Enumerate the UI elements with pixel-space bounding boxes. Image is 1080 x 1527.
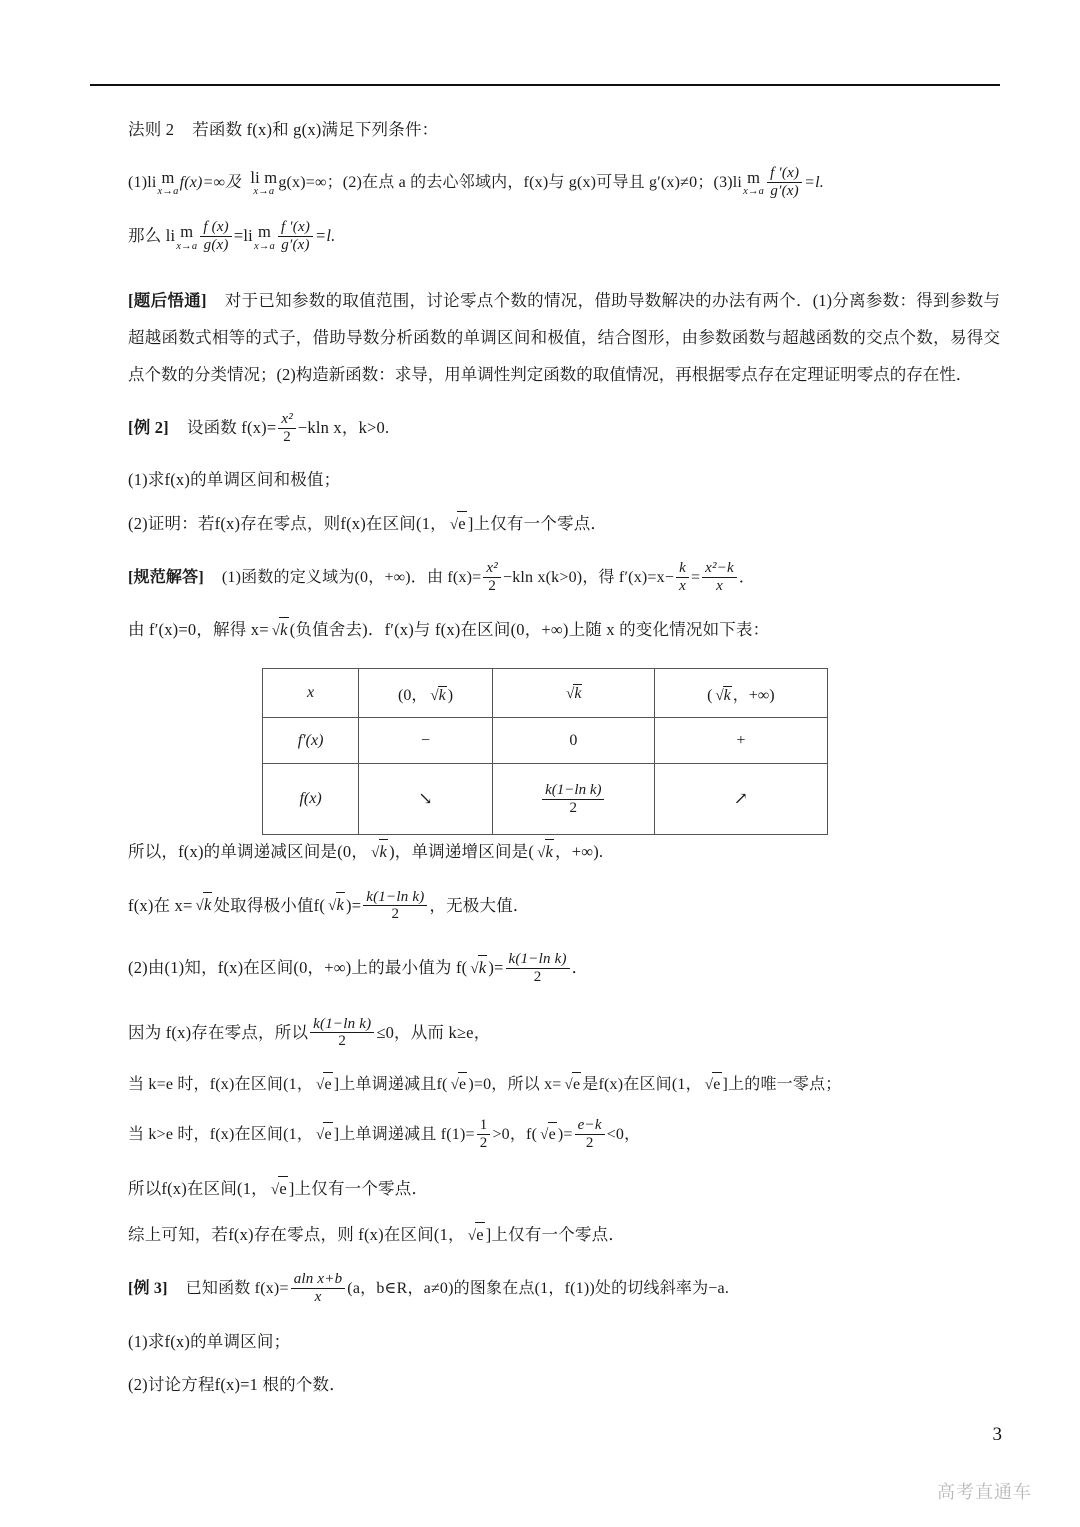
radical-body: k (723, 686, 731, 704)
frac-numerator: k(1−ln k) (542, 782, 604, 800)
cell-text: f′(x) (297, 731, 324, 749)
sqrt-k (270, 617, 289, 643)
radical-sign: √ (450, 1077, 460, 1094)
table-cell-x-label (263, 669, 359, 718)
example2-tag: [例 2] (128, 418, 169, 438)
radical-sign: √ (564, 1077, 573, 1094)
rule2-heading-text: 若函数 f(x)和 g(x)满足下列条件： (192, 120, 439, 139)
solution-l2b: (负值舍去)．f′(x)与 f(x)在区间(0，+∞)上随 x 的变化情况如下表： (289, 620, 770, 639)
solution-l7b: ]上单调递减且f( (333, 1076, 448, 1094)
lim-operator-5 (254, 224, 275, 252)
sqrt-e-1 (314, 1072, 333, 1097)
sqrt-e-8 (466, 1222, 485, 1248)
radical-body: k (478, 955, 488, 981)
sqrt-e-2 (449, 1072, 468, 1097)
lim-operator-3 (743, 167, 765, 198)
frac-denominator: g′(x) (770, 182, 799, 199)
sqrt-k-4 (194, 892, 213, 918)
sqrt-e-7 (269, 1176, 288, 1202)
frac-denominator: 2 (585, 1135, 594, 1152)
frac-denominator: 2 (391, 906, 400, 923)
example3-stem-post: (a，b∈R，a≠0)的图象在点(1，f(1))处的切线斜率为−a. (347, 1280, 730, 1298)
frac-denominator: 2 (488, 578, 497, 595)
watermark: 高考直通车 (937, 1482, 1032, 1502)
solution-l3a: 所以，f(x)的单调递减区间是(0， (128, 841, 369, 861)
solution-l1b: −kln x(k>0)，得 f′(x)=x− (502, 569, 675, 587)
solution-l9b: ]上仅有一个零点． (288, 1178, 429, 1198)
solution-l8a: 当 k>e 时，f(x)在区间(1， (128, 1126, 314, 1144)
frac-k-x (676, 560, 689, 595)
cond-prefix: (1)li (128, 173, 157, 191)
radical-body: k (574, 684, 582, 702)
table-cell-fprime-3 (654, 718, 827, 764)
cond-tail: =l. (804, 173, 824, 191)
example3-q2 (128, 1373, 1000, 1398)
example3-stem-pre: 已知函数 f(x)= (185, 1280, 289, 1298)
radical-body: e (323, 1122, 332, 1147)
solution-l7a: 当 k=e 时，f(x)在区间(1， (128, 1076, 314, 1094)
cell-text: (0， (398, 686, 428, 704)
frac-fp-gp-2 (278, 219, 313, 254)
radical-body: k (379, 839, 389, 865)
solution-line-2 (128, 617, 1000, 643)
lim-subscript-5: x→a (253, 240, 275, 252)
lim-operator-1 (157, 167, 179, 198)
insight-tag: [题后悟通] (128, 290, 207, 310)
radical-body: e (475, 1222, 485, 1248)
radical-sign: √ (467, 1227, 477, 1244)
radical-sign: √ (537, 844, 546, 861)
solution-l8d: )= (557, 1126, 573, 1144)
solution-l1c: = (690, 569, 701, 587)
solution-l2a: 由 f′(x)=0，解得 x= (128, 620, 269, 639)
solution-l3b: )，单调递增区间是( (389, 841, 535, 861)
radical-sign: √ (271, 623, 281, 639)
solution-l7c: )=0，所以 x= (468, 1076, 562, 1094)
rule2-conditions (128, 165, 1000, 200)
solution-l6b: ≤0，从而 k≥e， (376, 1022, 491, 1042)
solution-line-4 (128, 889, 1000, 924)
solution-line-7 (128, 1072, 1000, 1097)
lim-operator-4 (176, 224, 197, 252)
table-cell-fprime-2 (492, 718, 654, 764)
radical-sign: √ (449, 516, 459, 533)
lim-op-text-3: m (747, 167, 761, 187)
table-cell-fprime-1 (359, 718, 493, 764)
rule2-heading-label: 法则 2 (128, 120, 175, 139)
solution-l5a: (2)由(1)知，f(x)在区间(0，+∞)上的最小值为 f( (128, 957, 468, 977)
frac-numerator: f (x) (200, 219, 232, 237)
solution-l4c: )= (346, 895, 362, 915)
solution-l4d: ，无极大值． (429, 895, 530, 915)
frac-numerator: x² (278, 411, 296, 429)
radical-sign: √ (328, 898, 337, 915)
frac-numerator: x²−k (702, 560, 737, 578)
solution-tag: [规范解答] (128, 569, 204, 587)
radical-body: e (572, 1072, 581, 1097)
lim-operator-2 (250, 167, 278, 198)
sqrt-e-6 (538, 1122, 557, 1147)
radical-body: k (438, 686, 446, 704)
frac-numerator: f ′(x) (278, 219, 313, 237)
solution-l4b: 处取得极小值f( (213, 895, 326, 915)
table-cell-f-2 (492, 764, 654, 835)
frac-k1lnk-3 (506, 951, 570, 986)
solution-line-10 (128, 1222, 1000, 1248)
radical-body: k (545, 839, 555, 865)
cell-text: ( (707, 686, 713, 704)
frac-numerator: 1 (477, 1117, 491, 1135)
sqrt-e-5 (314, 1122, 333, 1147)
table-row (263, 669, 828, 718)
solution-l1d: ． (738, 569, 756, 587)
solution-l10b: ]上仅有一个零点． (485, 1224, 626, 1244)
frac-denominator: 2 (338, 1033, 347, 1050)
solution-line-3 (128, 839, 1000, 865)
insight-block (128, 282, 1000, 393)
radical-body: e (457, 511, 467, 537)
table-cell-f-3 (654, 764, 827, 835)
example2-stem (128, 411, 1000, 446)
solution-line-5 (128, 951, 1000, 986)
variation-table (262, 668, 828, 835)
frac-alnxb-x (291, 1271, 346, 1306)
solution-l8b: ]上单调递减且 f(1)= (333, 1126, 475, 1144)
lim-subscript: x→a (157, 186, 179, 198)
frac-numerator: k(1−ln k) (310, 1016, 374, 1034)
frac-denominator: x (716, 578, 723, 595)
insight-body: 对于已知参数的取值范围，讨论零点个数的情况，借助导数解决的办法有两个．(1)分离参数：得到参数与超越函数式相等的式子，借助导数分析函数的单调区间和极值，结合图形，由参数函数与超越函数的交点个数，易得交点个数的分类情况；(2)构造新函数：求导，用单调性判定函数的取值情况，再根据零点存在定理证明零点的存在性． (128, 290, 1000, 385)
cell-text: x (307, 684, 315, 701)
example2-q1 (128, 468, 1000, 493)
lim-op-text-2: li m (250, 167, 278, 187)
frac-denominator: x (679, 578, 686, 595)
rule2-conclusion (128, 219, 1000, 254)
radical-sign: √ (470, 960, 479, 977)
solution-l7d: 是f(x)在区间(1， (582, 1076, 702, 1094)
solution-l3c: ，+∞). (555, 841, 604, 861)
solution-l8c: >0，f( (492, 1126, 538, 1144)
frac-k1lnk-table (542, 782, 604, 817)
frac-numerator: aln x+b (291, 1271, 346, 1289)
solution-l1a: (1)函数的定义域为(0，+∞)．由 f(x)= (221, 569, 482, 587)
solution-l7e: ]上的唯一零点； (722, 1076, 842, 1094)
radical-body: e (712, 1072, 721, 1097)
lim-subscript-3: x→a (743, 186, 765, 198)
radical-body: e (323, 1072, 332, 1097)
cond-g-text: g(x)=∞；(2)在点 a 的去心邻域内，f(x)与 g(x)可导且 g′(x)≠0；(3)li (278, 173, 743, 191)
cond-f-text: f(x)=∞及 (179, 173, 242, 191)
radical-sign: √ (430, 687, 439, 704)
table-cell-f-1 (359, 764, 493, 835)
frac-k1lnk-2 (363, 889, 427, 924)
example2-q2-pre: (2)证明：若f(x)存在零点，则f(x)在区间(1， (128, 513, 447, 533)
lim-subscript-4: x→a (176, 240, 198, 252)
frac-x2-2b (483, 560, 501, 595)
frac-x2-2 (278, 411, 296, 446)
radical-body: k (336, 892, 346, 918)
frac-numerator: f ′(x) (767, 165, 802, 183)
table-cell-f-label (263, 764, 359, 835)
radical-sign: √ (704, 1077, 714, 1094)
radical-sign: √ (715, 687, 724, 704)
solution-l9a: 所以f(x)在区间(1， (128, 1178, 268, 1198)
solution-line-6 (128, 1016, 1000, 1051)
radical-sign: √ (566, 685, 575, 702)
cell-text: − (421, 731, 431, 749)
frac-k1lnk-4 (310, 1016, 374, 1051)
radical-body: k (203, 892, 213, 918)
radical-sign: √ (316, 1127, 325, 1144)
frac-denominator: 2 (283, 429, 291, 446)
frac-denominator: g(x) (203, 237, 229, 254)
concl-eq: =li (233, 226, 253, 246)
radical-body: e (548, 1122, 557, 1147)
example3-q1 (128, 1330, 1000, 1355)
table-row (263, 718, 828, 764)
example2-q2 (128, 511, 1000, 537)
frac-numerator: k(1−ln k) (506, 951, 570, 969)
example2-stem-pre: 设函数 f(x)= (186, 418, 277, 438)
frac-fp-gp (767, 165, 802, 200)
cell-text: + (736, 731, 746, 749)
table-row (263, 764, 828, 835)
frac-numerator: e−k (575, 1117, 605, 1135)
header-rule (90, 84, 1000, 86)
frac-x2k-x (702, 560, 737, 595)
frac-denominator: g′(x) (281, 237, 310, 254)
sqrt-e-4 (703, 1072, 722, 1097)
arrow-down-icon: ↘ (418, 789, 433, 808)
example2-q2-post: ]上仅有一个零点． (467, 513, 608, 533)
radical-sign: √ (270, 1181, 280, 1198)
table-cell-interval-2 (654, 669, 827, 718)
sqrt-k-5 (326, 892, 345, 918)
example3-stem (128, 1271, 1000, 1306)
solution-line-1 (128, 560, 1000, 595)
lim-op-text-4: m (180, 222, 194, 242)
example2-stem-post: −kln x，k>0. (297, 418, 390, 438)
radical-sign: √ (371, 844, 380, 861)
cell-text: ) (447, 686, 454, 704)
sqrt-k-t1 (428, 686, 446, 705)
frac-1-2 (477, 1117, 491, 1152)
radical-sign: √ (195, 898, 204, 915)
lim-subscript-2: x→a (253, 186, 275, 198)
frac-denominator: 2 (533, 968, 542, 985)
example3-q2-text: (2)讨论方程f(x)=1 根的个数． (128, 1374, 346, 1394)
frac-denominator: x (314, 1289, 322, 1306)
table-cell-point (492, 669, 654, 718)
arrow-up-icon: ↗ (733, 789, 748, 808)
sqrt-k-3 (535, 839, 554, 865)
concl-tail: =l. (315, 226, 336, 246)
sqrt-k-t3 (713, 686, 731, 705)
solution-l5c: ． (571, 957, 589, 977)
radical-body: e (278, 1176, 288, 1202)
table-cell-interval-1 (359, 669, 493, 718)
solution-line-8 (128, 1117, 1000, 1152)
solution-l6a: 因为 f(x)存在零点，所以 (128, 1022, 309, 1042)
solution-l8e: <0， (606, 1126, 641, 1144)
page-number: 3 (992, 1424, 1002, 1445)
solution-l4a: f(x)在 x= (128, 895, 193, 915)
lim-op-text-5: m (257, 222, 271, 242)
sqrt-k-t2 (564, 684, 582, 703)
frac-numerator: k (676, 560, 689, 578)
frac-denominator: 2 (569, 799, 578, 816)
cell-text: f(x) (299, 790, 322, 807)
rule2-heading (128, 118, 1000, 143)
cell-text: 0 (569, 731, 578, 749)
sqrt-k-6 (468, 955, 487, 981)
example2-q1-text: (1)求f(x)的单调区间和极值； (128, 469, 341, 489)
table-cell-fprime-label (263, 718, 359, 764)
cell-text: ，+∞) (732, 686, 775, 704)
frac-ek-2 (575, 1117, 605, 1152)
frac-numerator: k(1−ln k) (363, 889, 427, 907)
example3-tag: [例 3] (128, 1280, 168, 1298)
frac-denominator: 2 (479, 1135, 488, 1152)
radical-sign: √ (316, 1077, 325, 1094)
solution-line-9 (128, 1176, 1000, 1202)
solution-l5b: )= (488, 957, 504, 977)
concl-prefix: 那么 li (128, 226, 176, 246)
frac-numerator: x² (483, 560, 501, 578)
lim-op-text: m (161, 167, 175, 187)
radical-sign: √ (540, 1127, 549, 1144)
sqrt-k-2 (369, 839, 388, 865)
example3-q1-text: (1)求f(x)的单调区间； (128, 1331, 291, 1351)
radical-body: e (458, 1072, 467, 1097)
frac-f-g (200, 219, 232, 254)
radical-body: k (279, 617, 289, 643)
solution-l10a: 综上可知，若f(x)存在零点，则 f(x)在区间(1， (128, 1224, 465, 1244)
sqrt-e (448, 511, 467, 537)
sqrt-e-3 (563, 1072, 582, 1097)
